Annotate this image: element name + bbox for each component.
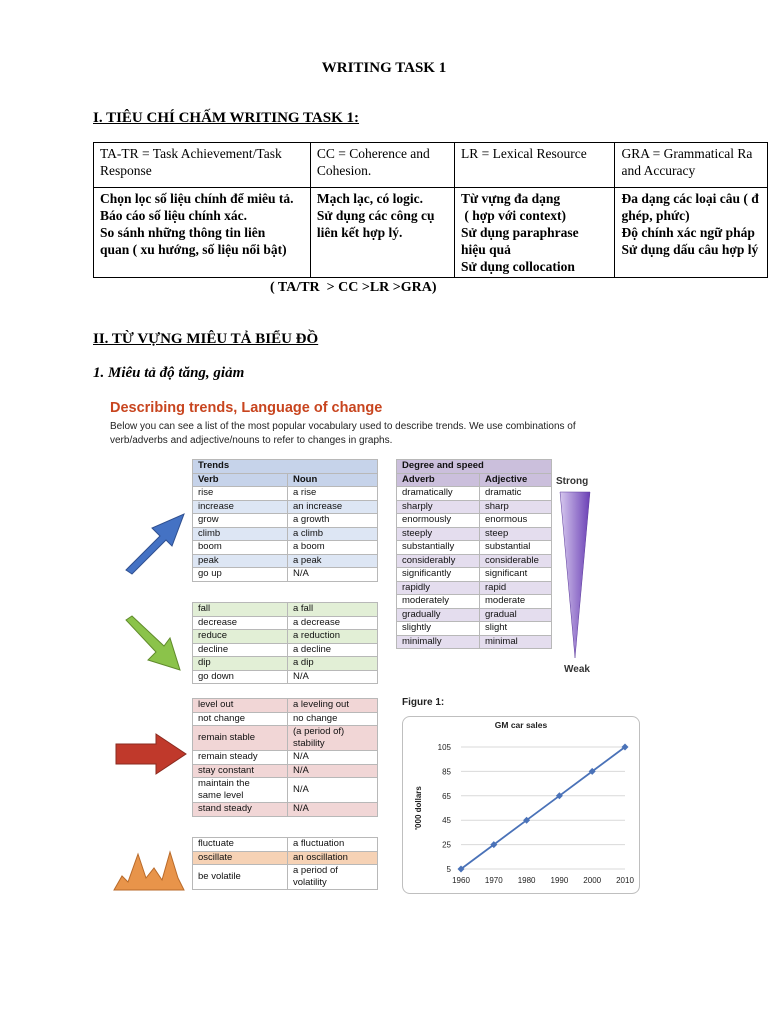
fluctuate-icon bbox=[112, 848, 188, 892]
table-row bbox=[193, 764, 378, 778]
adverb-cell: steeply bbox=[397, 527, 480, 541]
trends-fluctuate-table bbox=[192, 837, 378, 890]
criteria-order: ( TA/TR > CC >LR >GRA) bbox=[270, 280, 437, 295]
noun-cell: a fluctuation bbox=[288, 838, 378, 852]
criteria-header-lr: LR = Lexical Resource bbox=[455, 143, 615, 188]
verb-cell: stand steady bbox=[193, 803, 288, 817]
table-row bbox=[397, 554, 552, 568]
adverb-cell: sharply bbox=[397, 500, 480, 514]
weak-label: Weak bbox=[564, 664, 590, 675]
adjective-cell: rapid bbox=[480, 581, 552, 595]
strong-label: Strong bbox=[556, 476, 589, 487]
verb-cell: go up bbox=[193, 568, 288, 582]
table-row bbox=[193, 643, 378, 657]
table-row bbox=[193, 699, 378, 713]
image-title: Describing trends, Language of change bbox=[110, 400, 383, 416]
y-tick-label: 25 bbox=[442, 840, 451, 850]
noun-cell: a rise bbox=[288, 487, 378, 501]
x-tick-label: 1970 bbox=[484, 876, 503, 885]
adjective-cell: sharp bbox=[480, 500, 552, 514]
table-row bbox=[193, 603, 378, 617]
chart-title: GM car sales bbox=[494, 720, 548, 730]
trends-stable-table bbox=[192, 698, 378, 817]
noun-cell: N/A bbox=[288, 764, 378, 778]
criteria-header-cc: CC = Coherence and Cohesion. bbox=[310, 143, 454, 188]
adverb-cell: dramatically bbox=[397, 487, 480, 501]
y-tick-label: 85 bbox=[442, 767, 451, 777]
line-chart bbox=[403, 717, 639, 893]
criteria-table bbox=[93, 142, 768, 278]
adjective-cell: steep bbox=[480, 527, 552, 541]
table-row bbox=[193, 851, 378, 865]
arrow-up-icon bbox=[118, 506, 188, 578]
criteria-cell-tatr: Chọn lọc số liệu chính để miêu tả. Báo cáo số liệu chính xác. So sánh những thông tin liên quan ( xu hướng, số liệu nổi bật) bbox=[94, 188, 311, 278]
degree-table bbox=[396, 459, 552, 649]
verb-cell: decrease bbox=[193, 616, 288, 630]
noun-cell: a leveling out bbox=[288, 699, 378, 713]
table-row bbox=[193, 568, 378, 582]
table-row bbox=[397, 608, 552, 622]
verb-cell: peak bbox=[193, 554, 288, 568]
table-row bbox=[193, 670, 378, 684]
adjective-cell: significant bbox=[480, 568, 552, 582]
verb-cell: oscillate bbox=[193, 851, 288, 865]
table-row bbox=[397, 595, 552, 609]
noun-cell: (a period of) stability bbox=[288, 726, 378, 751]
criteria-header-tatr: TA-TR = Task Achievement/Task Response bbox=[94, 143, 311, 188]
table-row bbox=[193, 803, 378, 817]
noun-cell: a decline bbox=[288, 643, 378, 657]
table-row bbox=[193, 514, 378, 528]
table-row bbox=[193, 865, 378, 890]
x-tick-label: 1980 bbox=[517, 876, 536, 885]
table-row bbox=[397, 541, 552, 555]
y-tick-label: 5 bbox=[446, 865, 451, 874]
trends-down-table bbox=[192, 602, 378, 684]
verb-cell: fluctuate bbox=[193, 838, 288, 852]
document-title: WRITING TASK 1 bbox=[321, 60, 447, 76]
table-row bbox=[397, 622, 552, 636]
noun-cell: N/A bbox=[288, 670, 378, 684]
y-axis-label: '000 dollars bbox=[414, 786, 423, 830]
adverb-cell: substantially bbox=[397, 541, 480, 555]
noun-cell: a climb bbox=[288, 527, 378, 541]
noun-cell: an oscillation bbox=[288, 851, 378, 865]
table-row bbox=[397, 635, 552, 649]
verb-cell: rise bbox=[193, 487, 288, 501]
table-row bbox=[193, 541, 378, 555]
noun-cell: a peak bbox=[288, 554, 378, 568]
noun-cell: a period of volatility bbox=[288, 865, 378, 890]
verb-cell: level out bbox=[193, 699, 288, 713]
chart-frame bbox=[402, 716, 640, 894]
verb-cell: be volatile bbox=[193, 865, 288, 890]
verb-cell: fall bbox=[193, 603, 288, 617]
x-tick-label: 1990 bbox=[550, 876, 569, 885]
adverb-cell: slightly bbox=[397, 622, 480, 636]
strength-wedge-icon bbox=[558, 490, 592, 660]
trends-up-table bbox=[192, 459, 378, 582]
verb-cell: boom bbox=[193, 541, 288, 555]
noun-cell: no change bbox=[288, 712, 378, 726]
adjective-cell: moderate bbox=[480, 595, 552, 609]
col-verb: Verb bbox=[193, 473, 288, 487]
noun-cell: a boom bbox=[288, 541, 378, 555]
y-tick-label: 45 bbox=[442, 816, 451, 826]
criteria-cell-lr: Từ vựng đa dạng ( hợp với context) Sử dụng paraphrase hiệu quả Sử dụng collocation bbox=[455, 188, 615, 278]
x-tick-label: 2000 bbox=[583, 876, 602, 885]
section-heading-criteria: I. TIÊU CHÍ CHẤM WRITING TASK 1: bbox=[93, 110, 360, 126]
adverb-cell: gradually bbox=[397, 608, 480, 622]
adverb-cell: significantly bbox=[397, 568, 480, 582]
series-line bbox=[461, 747, 625, 869]
y-tick-label: 105 bbox=[437, 743, 451, 752]
x-tick-label: 2010 bbox=[616, 876, 634, 885]
noun-cell: N/A bbox=[288, 568, 378, 582]
adjective-cell: enormous bbox=[480, 514, 552, 528]
adjective-cell: slight bbox=[480, 622, 552, 636]
y-tick-label: 65 bbox=[442, 791, 451, 801]
verb-cell: increase bbox=[193, 500, 288, 514]
table-row bbox=[397, 581, 552, 595]
table-row bbox=[193, 554, 378, 568]
table-row bbox=[397, 568, 552, 582]
criteria-header-gra: GRA = Grammatical Ra and Accuracy bbox=[615, 143, 768, 188]
verb-cell: dip bbox=[193, 657, 288, 671]
table-row bbox=[193, 778, 378, 803]
trends-vocabulary-image bbox=[106, 396, 642, 908]
section-heading-vocabulary: II. TỪ VỰNG MIÊU TẢ BIỂU ĐỒ bbox=[93, 331, 319, 347]
adjective-cell: substantial bbox=[480, 541, 552, 555]
table-row bbox=[193, 838, 378, 852]
table-row bbox=[193, 487, 378, 501]
verb-cell: maintain the same level bbox=[193, 778, 288, 803]
table-row bbox=[397, 500, 552, 514]
trends-header: Trends bbox=[193, 460, 378, 474]
adverb-cell: minimally bbox=[397, 635, 480, 649]
noun-cell: N/A bbox=[288, 803, 378, 817]
noun-cell: a growth bbox=[288, 514, 378, 528]
noun-cell: a decrease bbox=[288, 616, 378, 630]
table-row bbox=[397, 487, 552, 501]
noun-cell: a fall bbox=[288, 603, 378, 617]
col-adverb: Adverb bbox=[397, 473, 480, 487]
adjective-cell: considerable bbox=[480, 554, 552, 568]
arrow-right-icon bbox=[114, 732, 188, 776]
adverb-cell: rapidly bbox=[397, 581, 480, 595]
verb-cell: climb bbox=[193, 527, 288, 541]
subsection-heading-trends: 1. Miêu tả độ tăng, giảm bbox=[93, 365, 245, 381]
verb-cell: remain steady bbox=[193, 751, 288, 765]
adverb-cell: considerably bbox=[397, 554, 480, 568]
image-intro: Below you can see a list of the most popular vocabulary used to describe trends. We use combinations of verb/adverbs and adjective/nouns to refer to changes in graphs. bbox=[110, 421, 576, 446]
verb-cell: not change bbox=[193, 712, 288, 726]
adverb-cell: moderately bbox=[397, 595, 480, 609]
x-tick-label: 1960 bbox=[452, 876, 470, 885]
noun-cell: an increase bbox=[288, 500, 378, 514]
criteria-cell-cc: Mạch lạc, có logic. Sử dụng các công cụ liên kết hợp lý. bbox=[310, 188, 454, 278]
arrow-down-icon bbox=[118, 612, 188, 678]
col-noun: Noun bbox=[288, 473, 378, 487]
verb-cell: go down bbox=[193, 670, 288, 684]
table-row bbox=[193, 630, 378, 644]
noun-cell: a reduction bbox=[288, 630, 378, 644]
table-row bbox=[193, 500, 378, 514]
noun-cell: a dip bbox=[288, 657, 378, 671]
table-row bbox=[193, 712, 378, 726]
verb-cell: remain stable bbox=[193, 726, 288, 751]
adjective-cell: gradual bbox=[480, 608, 552, 622]
noun-cell: N/A bbox=[288, 751, 378, 765]
table-row bbox=[193, 657, 378, 671]
verb-cell: stay constant bbox=[193, 764, 288, 778]
verb-cell: grow bbox=[193, 514, 288, 528]
verb-cell: reduce bbox=[193, 630, 288, 644]
figure-label: Figure 1: bbox=[402, 697, 445, 708]
table-row bbox=[193, 726, 378, 751]
table-row bbox=[397, 514, 552, 528]
noun-cell: N/A bbox=[288, 778, 378, 803]
table-row bbox=[397, 527, 552, 541]
table-row bbox=[193, 616, 378, 630]
verb-cell: decline bbox=[193, 643, 288, 657]
table-row bbox=[193, 751, 378, 765]
adjective-cell: dramatic bbox=[480, 487, 552, 501]
degree-header: Degree and speed bbox=[397, 460, 552, 474]
adverb-cell: enormously bbox=[397, 514, 480, 528]
table-row bbox=[193, 527, 378, 541]
criteria-cell-gra: Đa dạng các loại câu ( đ ghép, phức) Độ chính xác ngữ pháp Sử dụng dấu câu hợp lý bbox=[615, 188, 768, 278]
adjective-cell: minimal bbox=[480, 635, 552, 649]
col-adjective: Adjective bbox=[480, 473, 552, 487]
